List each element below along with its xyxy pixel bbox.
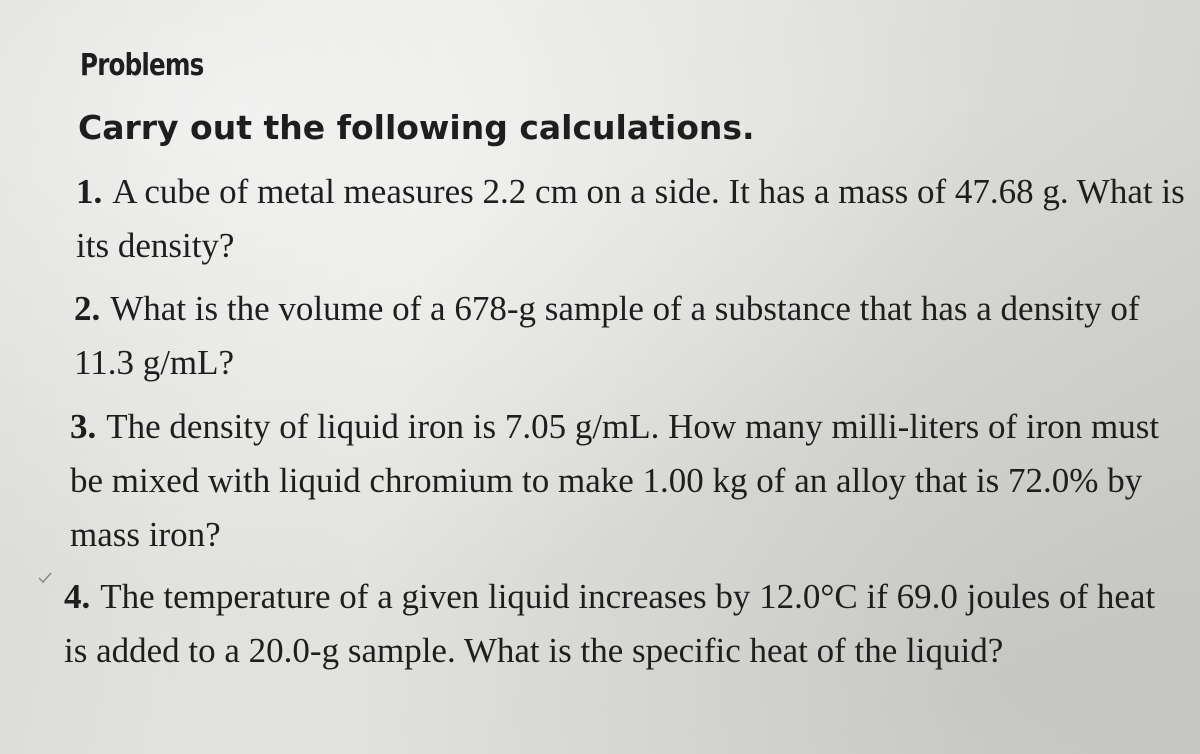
instructions: Carry out the following calculations.	[78, 108, 755, 147]
problem-3-number: 3.	[70, 407, 97, 446]
problem-4-text: The temperature of a given liquid increases by 12.0°C if 69.0 joules of heat is added to a 20.0-g sample. What is the specific heat of the liquid?	[64, 577, 1156, 670]
problem-2-text: What is the volume of a 678-g sample of a substance that has a density of 11.3 g/mL?	[74, 289, 1140, 382]
problem-3-text: The density of liquid iron is 7.05 g/mL. How many milli-liters of iron must be mixed with liquid chromium to make 1.00 kg of an alloy that is 72.0% by mass iron?	[70, 407, 1160, 554]
problem-4	[64, 570, 1174, 678]
section-heading: Problems	[80, 48, 204, 83]
problem-2	[74, 282, 1184, 390]
problem-1-number: 1.	[76, 172, 103, 211]
problem-1-text: A cube of metal measures 2.2 cm on a side. It has a mass of 47.68 g. What is its density?	[76, 172, 1185, 265]
pencil-checkmark-icon	[38, 572, 52, 584]
problem-1	[76, 165, 1186, 273]
problem-3	[70, 400, 1180, 562]
problem-4-number: 4.	[64, 577, 91, 616]
problem-2-number: 2.	[74, 289, 101, 328]
